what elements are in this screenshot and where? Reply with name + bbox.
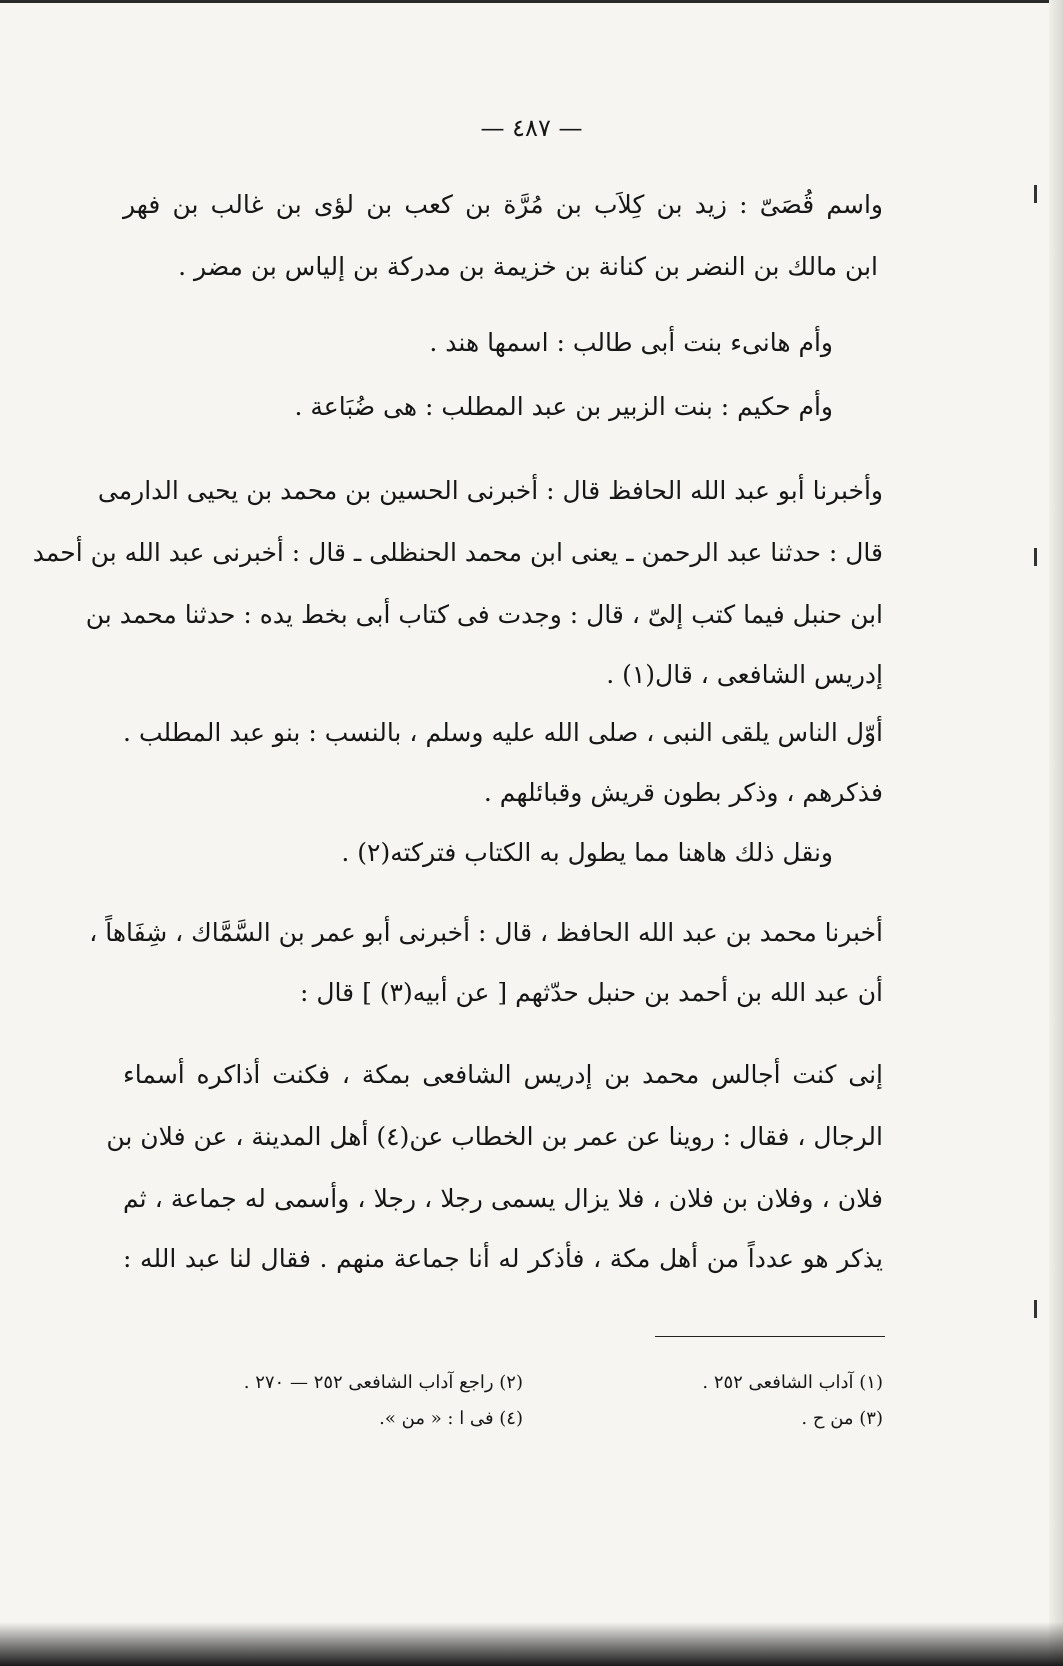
text-line: واسم قُصَىّ : زيد بن كِلاَب بن مُرَّة بن كعب بن لؤى بن غالب بن فهر [123, 190, 883, 219]
footnote-divider [655, 1336, 885, 1337]
text-line: فذكرهم ، وذكر بطون قريش وقبائلهم . [483, 778, 883, 807]
margin-mark [1034, 1300, 1037, 1318]
text-line: أن عبد الله بن أحمد بن حنبل حدّثهم [ عن أبيه(٣) ] قال : [300, 978, 883, 1007]
footnote-2: (٢) راجع آداب الشافعى ٢٥٢ — ٢٧٠ . [243, 1372, 523, 1393]
text-line: ابن مالك بن النضر بن كنانة بن خزيمة بن مدركة بن إلياس بن مضر . [178, 252, 878, 281]
text-line: أخبرنا محمد بن عبد الله الحافظ ، قال : أخبرنى أبو عمر بن السَّمَّاك ، شِفَاهاً ، [89, 918, 883, 947]
margin-mark [1034, 548, 1037, 566]
text-line: وأم حكيم : بنت الزبير بن عبد المطلب : هى ضُبَاعة . [294, 392, 833, 421]
page-right-edge [1049, 0, 1063, 1666]
text-line: يذكر هو عدداً من أهل مكة ، فأذكر له أنا جماعة منهم . فقال لنا عبد الله : [123, 1244, 883, 1273]
page-number: — ٤٨٧ — [480, 114, 583, 142]
text-line: ابن حنبل فيما كتب إلىّ ، قال : وجدت فى كتاب أبى بخط يده : حدثنا محمد بن [85, 600, 883, 629]
text-line: وأخبرنا أبو عبد الله الحافظ قال : أخبرنى الحسين بن محمد بن يحيى الدارمى [97, 476, 883, 505]
footnote-3: (٣) من ح . [801, 1408, 883, 1429]
text-line: ونقل ذلك هاهنا مما يطول به الكتاب فتركته(٢) . [341, 838, 833, 867]
margin-mark [1034, 185, 1037, 203]
text-line: إدريس الشافعى ، قال(١) . [606, 660, 883, 689]
text-line: وأم هانىء بنت أبى طالب : اسمها هند . [429, 328, 833, 357]
page-top-edge [0, 0, 1063, 3]
footnote-1: (١) آداب الشافعى ٢٥٢ . [702, 1372, 883, 1393]
footnote-4: (٤) فى ا : « من ». [379, 1408, 523, 1429]
text-line: فلان ، وفلان بن فلان ، فلا يزال يسمى رجلا ، رجلا ، وأسمى له جماعة ، ثم [123, 1184, 883, 1213]
text-line: الرجال ، فقال : روينا عن عمر بن الخطاب عن(٤) أهل المدينة ، عن فلان بن [106, 1122, 883, 1151]
text-line: أوّل الناس يلقى النبى ، صلى الله عليه وسلم ، بالنسب : بنو عبد المطلب . [123, 718, 883, 747]
page-bottom-shadow [0, 1622, 1063, 1666]
text-line: قال : حدثنا عبد الرحمن ـ يعنى ابن محمد الحنظلى ـ قال : أخبرنى عبد الله بن أحمد [32, 538, 883, 567]
text-line: إنى كنت أجالس محمد بن إدريس الشافعى بمكة ، فكنت أذاكره أسماء [123, 1060, 883, 1089]
